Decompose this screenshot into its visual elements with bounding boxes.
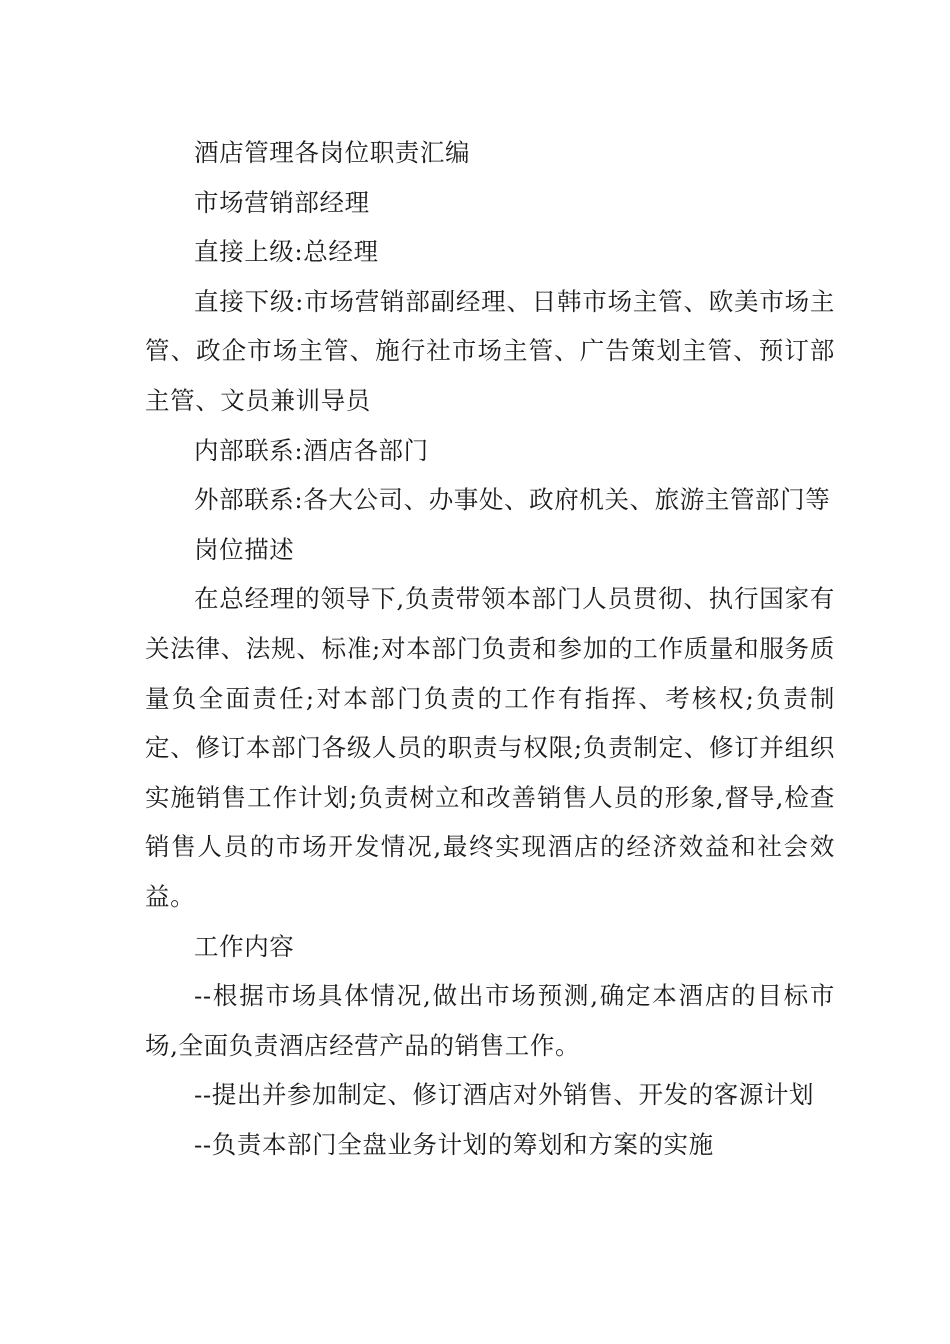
subordinates-paragraph: 直接下级:市场营销部副经理、日韩市场主管、欧美市场主管、政企市场主管、施行社市场主管、广告策划主管、预订部主管、文员兼训导员 bbox=[145, 286, 835, 415]
superior-line: 直接上级:总经理 bbox=[194, 237, 379, 267]
document-title: 酒店管理各岗位职责汇编 bbox=[194, 138, 471, 167]
work-item: --根据市场具体情况,做出市场预测,确定本酒店的目标市场,全面负责酒店经营产品的销售工作。 bbox=[145, 981, 835, 1060]
external-contacts-paragraph: 外部联系:各大公司、办事处、政府机关、旅游主管部门等 bbox=[194, 485, 831, 515]
work-heading: 工作内容 bbox=[194, 931, 295, 961]
document-body bbox=[145, 128, 835, 1169]
description-heading: 岗位描述 bbox=[194, 534, 295, 564]
position-title: 市场营销部经理 bbox=[194, 187, 370, 217]
work-item: --提出并参加制定、修订酒店对外销售、开发的客源计划 bbox=[194, 1080, 815, 1110]
work-item: --负责本部门全盘业务计划的筹划和方案的实施 bbox=[194, 1129, 714, 1159]
internal-contacts-line: 内部联系:酒店各部门 bbox=[194, 435, 429, 465]
description-paragraph: 在总经理的领导下,负责带领本部门人员贯彻、执行国家有关法律、法规、标准;对本部门负责和参加的工作质量和服务质量负全面责任;对本部门负责的工作有指挥、考核权;负责制定、修订本部门各级人员的职责与权限;负责制定、修订并组织实施销售工作计划;负责树立和改善销售人员的形象,督导,检查销售人员的市场开发情况,最终实现酒店的经济效益和社会效益。 bbox=[145, 584, 835, 911]
